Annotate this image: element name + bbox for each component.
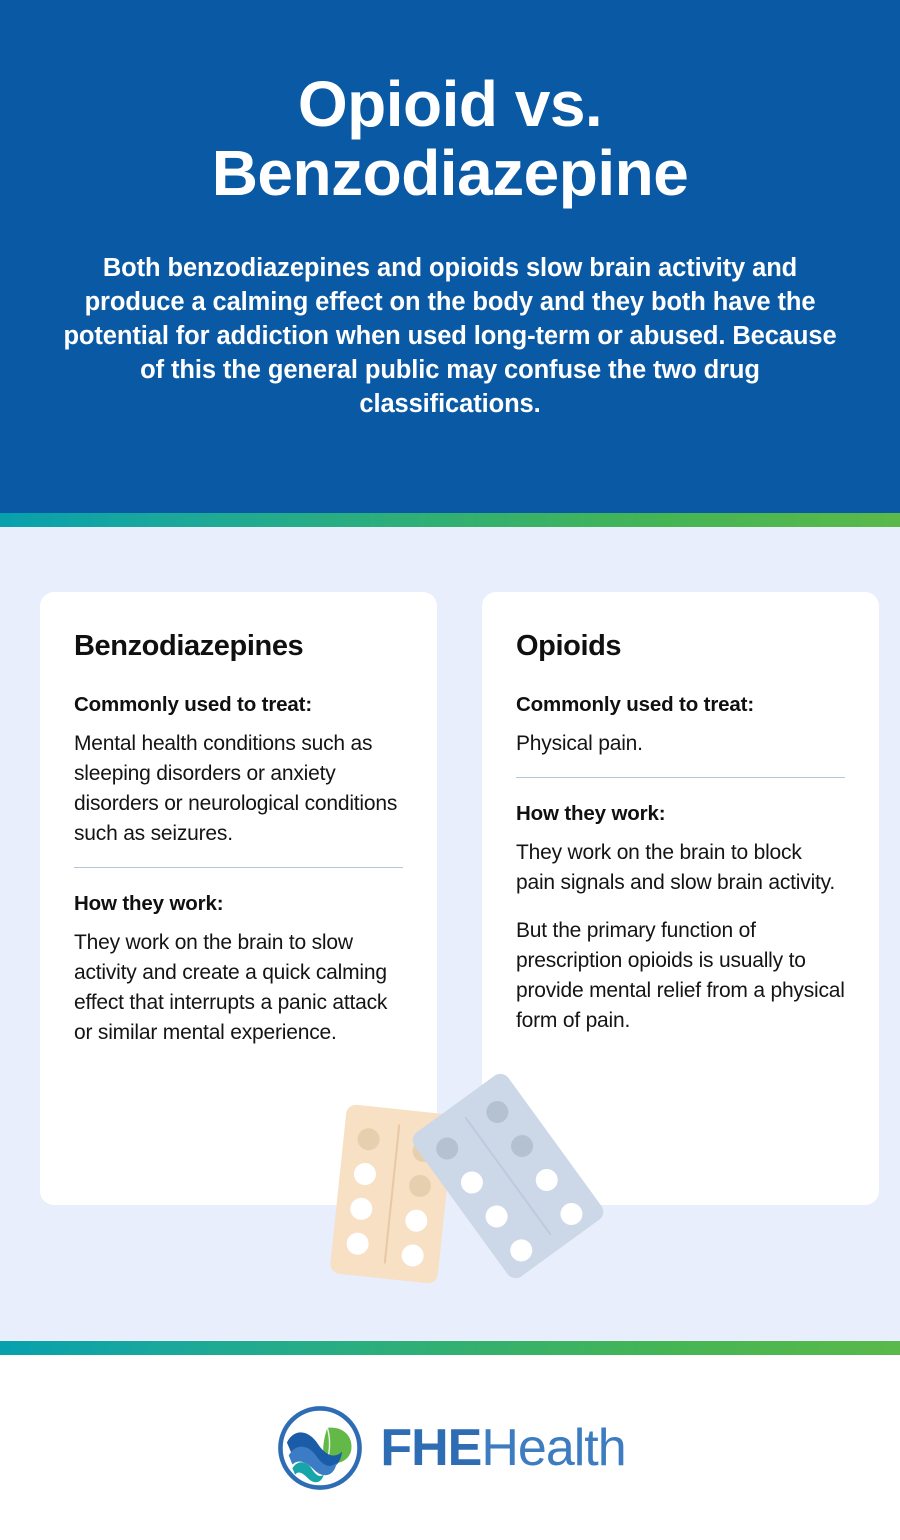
page-title-line1: Opioid vs. xyxy=(297,68,603,140)
header-subtitle: Both benzodiazepines and opioids slow brain activity and produce a calming effect on the body and they both have the potential for addiction when used long-term or abused. Because of this the general public may confuse the two drug classifications. xyxy=(63,254,837,418)
opioid-treat-label: Commonly used to treat: xyxy=(516,693,755,716)
opioid-how-body: They work on the brain to block pain signals and slow brain activity. xyxy=(516,841,836,895)
accent-bar-bottom xyxy=(0,1341,900,1355)
card-title-benzodiazepines: Benzodiazepines xyxy=(74,630,304,662)
fhe-health-wordmark xyxy=(380,1418,626,1477)
card-opioids xyxy=(482,592,879,1205)
benzo-treat-label: Commonly used to treat: xyxy=(74,693,313,716)
benzo-divider xyxy=(74,867,403,868)
page-title-line2: Benzodiazepine xyxy=(211,137,689,210)
opioid-how-label: How they work: xyxy=(516,802,666,826)
opioid-divider xyxy=(516,777,845,778)
card-benzodiazepines xyxy=(40,592,437,1205)
opioid-how-body-2: But the primary function of prescription opioids is usually to provide mental relief from a physical form of pain. xyxy=(516,919,845,1033)
card-title-opioids: Opioids xyxy=(516,630,622,662)
fhe-logo-mark-icon xyxy=(274,1402,366,1494)
benzo-how-label: How they work: xyxy=(74,892,224,916)
accent-bar-top xyxy=(0,513,900,527)
fhe-health-logo xyxy=(274,1402,625,1494)
header-section xyxy=(0,0,900,513)
benzo-treat-body: Mental health conditions such as sleeping disorders or anxiety disorders or neurological conditions such as seizures. xyxy=(74,732,398,846)
footer-section xyxy=(0,1355,900,1540)
logo-text-fhe: FHE xyxy=(380,1418,482,1477)
opioid-treat-body: Physical pain. xyxy=(516,732,643,755)
main-section xyxy=(0,527,900,1341)
logo-text-health: Health xyxy=(481,1418,626,1477)
benzo-how-body: They work on the brain to slow activity and create a quick calming effect that interrupts a panic attack or similar mental experience. xyxy=(74,931,388,1045)
page-title xyxy=(46,70,854,208)
